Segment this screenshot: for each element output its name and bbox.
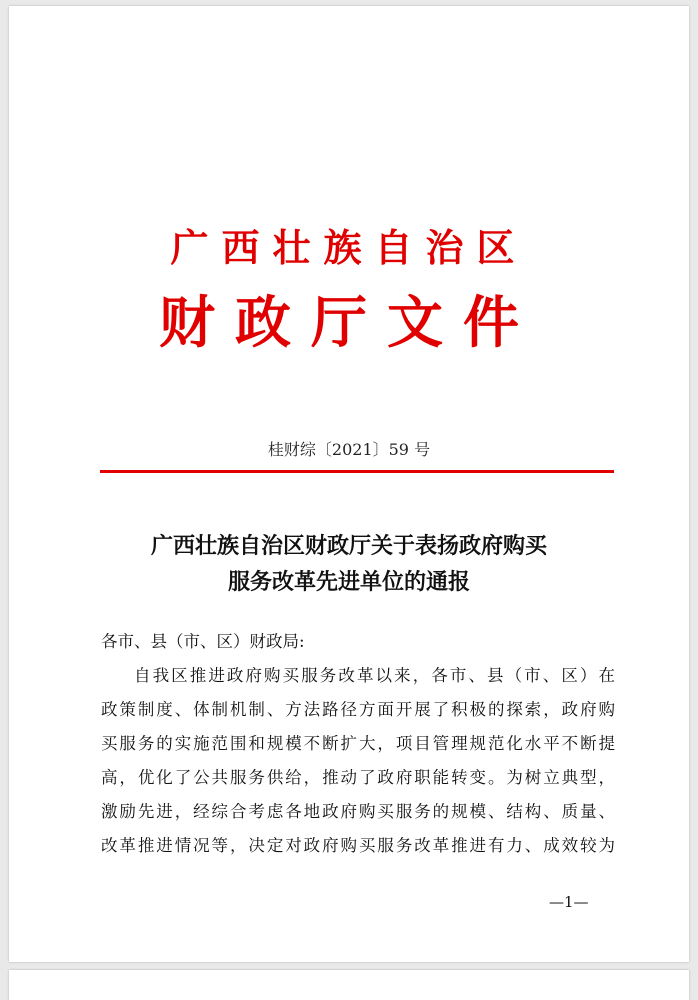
body-line: 买服务的实施范围和规模不断扩大，项目管理规范化水平不断提	[101, 734, 615, 753]
body-line: 自我区推进政府购买服务改革以来，各市、县（市、区）在	[134, 666, 615, 685]
notice-title-line-2: 服务改革先进单位的通报	[227, 569, 470, 595]
red-divider-line	[100, 470, 614, 473]
document-number: 桂财综〔2021〕59 号	[267, 440, 431, 459]
notice-title	[9, 528, 689, 600]
next-page-edge	[9, 970, 689, 1000]
document-page	[9, 6, 689, 962]
page-number: —1—	[549, 893, 589, 911]
body-line: 激励先进，经综合考虑各地政府购买服务的规模、结构、质量、	[101, 802, 615, 821]
issuer-name: 广西壮族自治区	[170, 225, 528, 270]
salutation: 各市、县（市、区）财政局:	[101, 632, 305, 651]
body-line: 政策制度、体制机制、方法路径方面开展了积极的探索，政府购	[101, 700, 615, 719]
notice-title-line-1: 广西壮族自治区财政厅关于表扬政府购买	[150, 533, 547, 559]
body-line: 改革推进情况等，决定对政府购买服务改革推进有力、成效较为	[101, 836, 615, 855]
body-line: 高，优化了公共服务供给，推动了政府职能转变。为树立典型，	[101, 768, 615, 787]
document-type-heading: 财政厅文件	[159, 290, 539, 356]
